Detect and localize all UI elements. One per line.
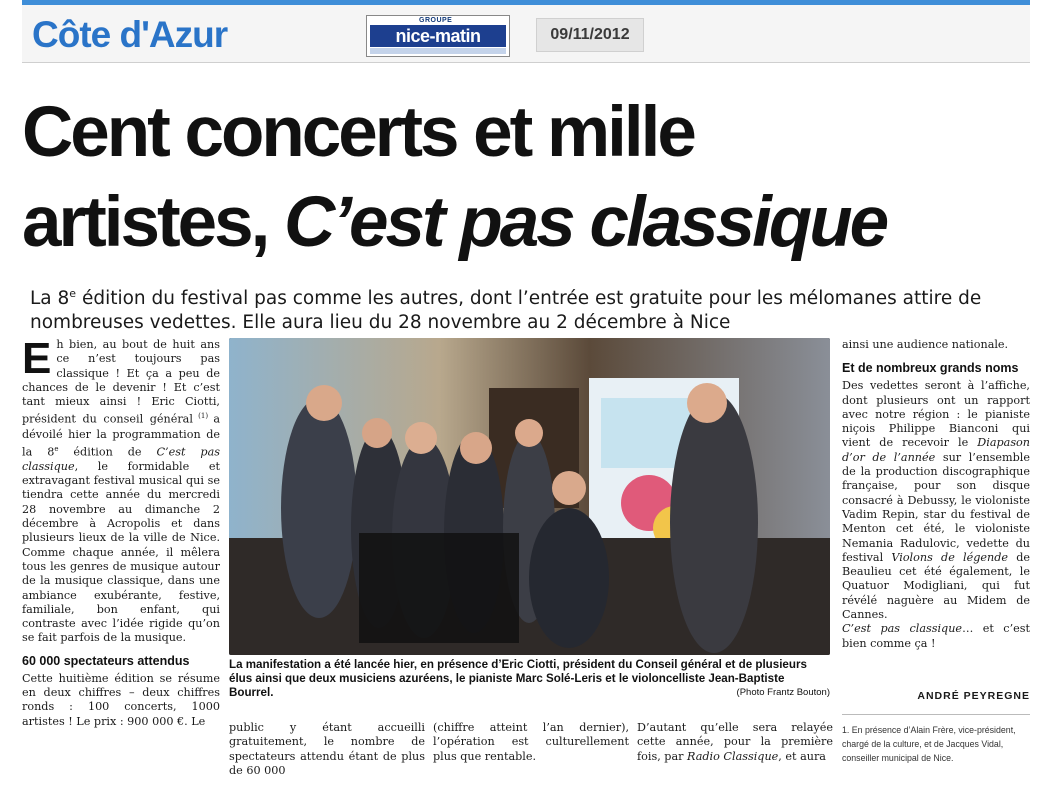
- logo-group-label: GROUPE: [419, 17, 453, 24]
- headline-line2: artistes,: [22, 183, 285, 262]
- col5-continuation: ainsi une audience nationale.: [842, 338, 1009, 351]
- diapason-italic: Diapason d’or de l’année: [842, 436, 1030, 464]
- caption-text: La manifestation a été lancée hier, en présence d’Eric Ciotti, président du Conseil général et de plusieurs élus ainsi que deux musiciens azuréens, le pianiste Marc Solé-Leris et le violoncelliste Jean-Baptiste Bourrel.: [229, 658, 807, 699]
- article-column-4: [637, 721, 833, 764]
- photo-illustration: [229, 338, 830, 655]
- article-column-2: public y étant accueilli gratuitement, le nombre de spectateurs attendu étant de plus de 60 000: [229, 721, 425, 777]
- author-byline: ANDRÉ PEYREGNE: [917, 690, 1030, 702]
- subheadline: [30, 282, 1020, 335]
- vedettes-text-b: sur l’ensemble de la production discographique française, pour son disque consacré à Debussy, le violoniste Vadim Repin, star du festival de Menton cet été, le violoniste Nemania Radulovic, vedette du festival: [842, 450, 1031, 564]
- closing-italic: C’est pas classique: [842, 622, 963, 636]
- region-title: Côte d'Azur: [32, 14, 228, 55]
- article-column-3: (chiffre atteint l’an dernier), l’opération est culturellement plus que rentable.: [433, 721, 629, 763]
- paragraph-chiffres: Cette huitième édition se résume en deux chiffres – deux chiffres ronds : 100 concerts, 1000 artistes ! Le prix : 900 000 €. Le: [22, 671, 220, 728]
- article-column-1: [22, 334, 220, 729]
- intro-text-a: h bien, au bout de huit ans ce n’est toujours pas classique ! Et ça a peu de chances de le devenir ! Et c’est tant mieux ainsi ! Eric Ciotti, président du conseil général: [22, 338, 220, 427]
- vedettes-text-c: de Beaulieu cet été également, le Quatuor Modigliani, qui fut révélé naguère au Midem de Cannes.: [842, 550, 1030, 622]
- footnote-ref: (1): [192, 412, 214, 421]
- issue-date: 09/11/2012: [536, 18, 644, 52]
- footnote-divider: [842, 714, 1030, 715]
- vedettes-text-a: Des vedettes seront à l’affiche, dont plusieurs ont un rapport avec notre région : le pianiste niçois Philippe Bianconi qui vient de recevoir le: [842, 379, 1030, 450]
- headline-italic: C’est pas classique: [284, 183, 887, 262]
- group-photo: [229, 338, 830, 655]
- headline: [22, 88, 1030, 268]
- article-column-5: [842, 338, 1030, 651]
- radio-classique-italic: Radio Classique: [687, 749, 779, 763]
- logo-url-strip: [370, 48, 506, 54]
- col4-text-b: , et aura: [778, 749, 826, 763]
- subtitle-spectateurs: 60 000 spectateurs attendus: [22, 653, 190, 668]
- logo-brand: nice-matin: [370, 25, 506, 47]
- photo-credit: (Photo Frantz Bouton): [736, 687, 830, 698]
- closing-text: … et c’est bien comme ça !: [842, 622, 1030, 650]
- photo-caption: [229, 658, 830, 700]
- col4-text-a: D’autant qu’elle sera relayée cette année, pour la première fois, par: [637, 721, 833, 763]
- intro-text-c: édition de: [58, 445, 157, 459]
- violons-italic: Violons de légende: [891, 550, 1008, 564]
- nice-matin-logo: [366, 15, 510, 57]
- subhead-sup: e: [69, 287, 77, 300]
- footnote: 1. En présence d’Alain Frère, vice-président, chargé de la culture, et de Jacques Vidal, conseiller municipal de Nice.: [842, 725, 1016, 763]
- paragraph-vedettes: [842, 379, 1030, 622]
- closing-line: [842, 622, 1030, 651]
- headline-line1: Cent concerts et mille: [22, 93, 694, 172]
- subhead-part1: La 8: [30, 288, 70, 310]
- intro-text-b: a dévoilé hier la programmation de la 8: [22, 413, 220, 459]
- paragraph-intro: [22, 334, 220, 646]
- intro-sup: e: [54, 444, 59, 453]
- intro-text-d: , le formidable et extravagant festival musical qui se tiendra cette année du mercredi 28 novembre au dimanche 2 décembre à Acropolis et dans plusieurs lieux de la ville de Nice. Comme chaque année, il mêlera tous les genres de musique autour de la musique classique, dans une ambiance exubérante, festive, familiale, bon enfant, qui contraste avec l’idée rigide qu’on se fait parfois de la musique.: [22, 459, 220, 645]
- subhead-part2: édition du festival pas comme les autres, dont l’entrée est gratuite pour les mélomanes attire de nombreuses vedettes. Elle aura lieu du 28 novembre au 2 décembre à Nice: [30, 288, 982, 334]
- subtitle-grands-noms: Et de nombreux grands noms: [842, 361, 1019, 376]
- intro-italic: C’est pas classique: [22, 445, 220, 473]
- drop-cap: E: [22, 334, 52, 383]
